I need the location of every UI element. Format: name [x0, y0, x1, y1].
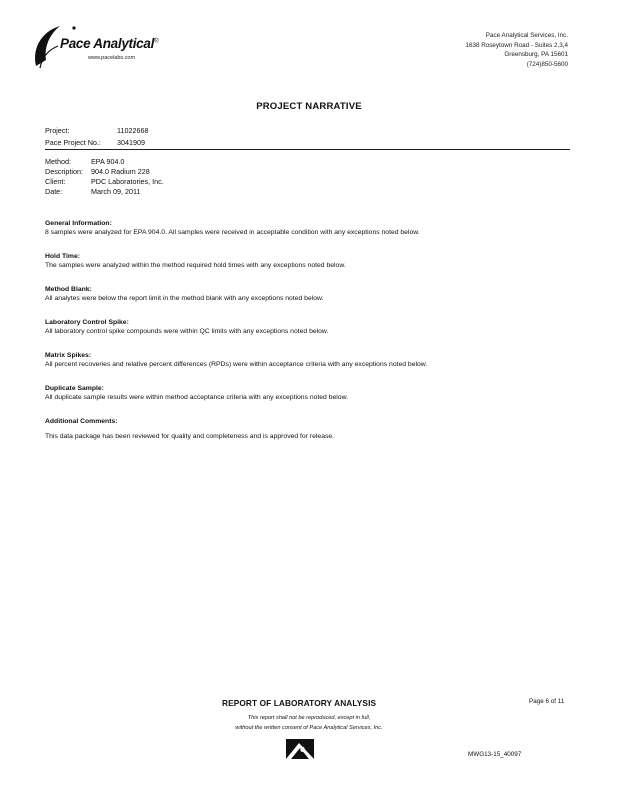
logo-brand-text: Pace Analytical®: [60, 36, 159, 51]
pace-analytical-logo: [30, 22, 170, 74]
company-city: Greensburg, PA 15601: [504, 51, 568, 58]
section-additional-comments: [45, 417, 575, 441]
nelac-letter: e: [300, 743, 305, 755]
section-laboratory-control-spike: [45, 318, 575, 336]
company-street: 1638 Roseytown Road - Suites 2,3,4: [465, 41, 568, 49]
description-value: 904.0 Radium 228: [91, 167, 150, 176]
section-heading: Matrix Spikes:: [45, 352, 92, 359]
pace-project-value: 3041909: [117, 138, 145, 147]
company-name: Pace Analytical Services, Inc.: [485, 32, 568, 39]
section-body: All duplicate sample results were within method acceptance criteria with any exceptions noted below.: [45, 394, 348, 401]
section-heading: Method Blank:: [45, 286, 92, 293]
company-phone: (724)850-5600: [526, 60, 568, 68]
page-number: Page 6 of 11: [529, 698, 565, 705]
section-matrix-spikes: [45, 351, 575, 369]
section-heading: General Information:: [45, 220, 112, 227]
section-body: All laboratory control spike compounds were within QC limits with any exceptions noted below.: [45, 328, 329, 335]
method-value: EPA 904.0: [91, 157, 125, 166]
project-rule: [45, 149, 570, 150]
pace-project-label: Pace Project No.:: [45, 138, 101, 147]
project-value: 11022668: [117, 126, 149, 135]
section-method-blank: [45, 285, 575, 303]
date-label: Date:: [45, 187, 63, 196]
logo-url: www.pacelabs.com: [88, 55, 136, 61]
section-body: All percent recoveries and relative percent differences (RPDs) were within acceptance criteria with any exceptions noted below.: [45, 361, 428, 368]
method-label: Method:: [45, 157, 71, 166]
section-general-information: [45, 219, 575, 237]
document-title: PROJECT NARRATIVE: [256, 101, 362, 112]
section-heading: Laboratory Control Spike:: [45, 319, 129, 326]
footer-disclaimer-line2: without the written consent of Pace Analytical Services, Inc.: [235, 725, 383, 731]
nelac-accreditation-logo: [283, 737, 317, 761]
client-value: PDC Laboratories, Inc.: [91, 177, 164, 186]
section-body: This data package has been reviewed for quality and completeness and is approved for release.: [45, 433, 335, 440]
section-body: The samples were analyzed within the method required hold times with any exceptions noted below.: [45, 262, 346, 269]
client-label: Client:: [45, 177, 66, 186]
section-body: 8 samples were analyzed for EPA 904.0. All samples were received in acceptable condition with any exceptions noted below.: [45, 229, 420, 236]
section-duplicate-sample: [45, 384, 575, 402]
description-label: Description:: [45, 167, 83, 176]
project-label: Project:: [45, 126, 70, 135]
company-address-block: [465, 31, 568, 69]
section-hold-time: [45, 252, 575, 270]
footer-disclaimer-line1: This report shall not be reproduced, except in full,: [247, 715, 371, 721]
date-value: March 09, 2011: [91, 187, 141, 196]
footer-report-title: REPORT OF LABORATORY ANALYSIS: [222, 698, 377, 708]
section-heading: Additional Comments:: [45, 418, 118, 425]
document-code: MWG13-15_40097: [468, 751, 522, 758]
section-heading: Hold Time:: [45, 253, 80, 260]
section-heading: Duplicate Sample:: [45, 385, 104, 392]
section-body: All analytes were below the report limit in the method blank with any exceptions noted below.: [45, 295, 324, 302]
